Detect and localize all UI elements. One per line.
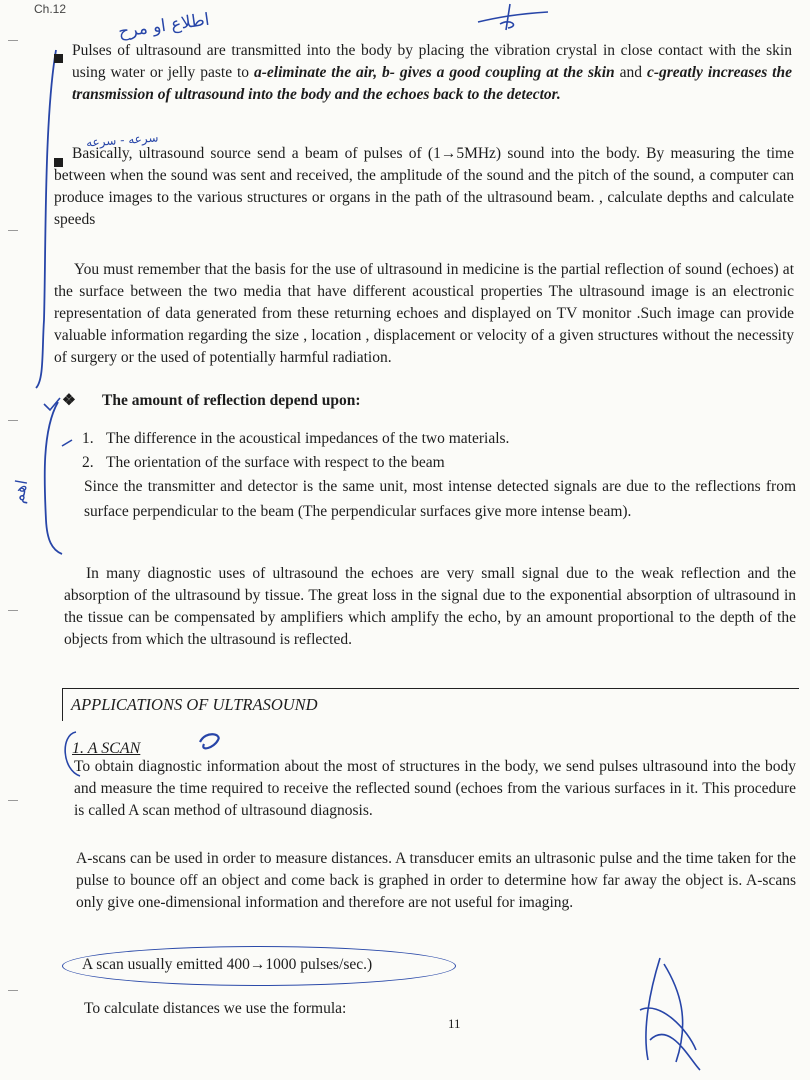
page-number: 11: [448, 1016, 461, 1031]
margin-mark: [8, 990, 18, 991]
section-heading-box: [62, 688, 799, 721]
reflection-item: 1. The difference in the acoustical impedances of the two materials.: [82, 430, 510, 447]
a-scan-paragraph-1: To obtain diagnostic information about the most of structures in the body, we send pulses ultrasound into the body and measure the time required to receive the reflected sound (echoes from the various surfaces in it. This procedure is called A scan method of ultrasound diagnosis.: [74, 758, 796, 819]
reflection-heading: ❖ The amount of reflection depend upon:: [62, 390, 662, 412]
bullet-paragraph-1: Pulses of ultrasound are transmitted into the body by placing the vibration crystal in close contact with the skin using water or jelly paste to a-eliminate the air, b- gives a good coupling at the skin and c-greatly increases the transmission of ultrasound into the body and the echoes back to the detector.: [72, 42, 792, 103]
chapter-label: Ch.12: [34, 2, 67, 16]
handwritten-note-top: اطلاع او مرح: [117, 9, 211, 43]
margin-mark: [8, 610, 18, 611]
reflection-item: 2. The orientation of the surface with respect to the beam: [82, 454, 445, 471]
pulse-rate-note: A scan usually emitted 400→1000 pulses/sec.): [82, 956, 373, 973]
paragraph-diagnostic: In many diagnostic uses of ultrasound the echoes are very small signal due to the weak reflection and the absorption of the ultrasound by tissue. The great loss in the signal due to the exponential absorption of ultrasound in the tissue can be compensated by amplifiers which amplify the echo, by an amount proportional to the depth of the objects from which the ultrasound is reflected.: [64, 565, 796, 648]
paragraph-remember: You must remember that the basis for the use of ultrasound in medicine is the partial reflection of sound (echoes) at the surface between the two media that have different acoustical properties The ultrasound image is an electronic representation of data generated from these returning echoes and displayed on TV monitor .Such image can provide valuable information regarding the size , location , displacement or velocity of a given structures without the necessity of surgery or the used of potentially harmful radiation.: [54, 261, 794, 366]
bullet-paragraph-2: Basically, ultrasound source send a beam of pulses of (1→5MHz) sound into the body. By measuring the time between when the sound was sent and received, the amplitude of the sound and the pitch of the sound, a computer can produce images to the various structures or organs in the path of the ultrasound beam. , calculate depths and calculate speeds: [54, 145, 794, 228]
margin-mark: [8, 40, 18, 41]
handwritten-note-margin: اهم: [8, 478, 32, 505]
handwritten-note-echoes: سرعه - سرعه: [85, 130, 159, 150]
formula-intro: To calculate distances we use the formula:: [84, 1000, 347, 1017]
margin-mark: [8, 230, 18, 231]
margin-mark: [8, 800, 18, 801]
margin-mark: [8, 420, 18, 421]
a-scan-paragraph-2: A-scans can be used in order to measure distances. A transducer emits an ultrasonic pulse and the time taken for the pulse to bounce off an object and come back is graphed in order to determine how far away the object is. A-scans only give one-dimensional information and therefore are not useful for imaging.: [76, 850, 796, 911]
a-scan-heading: 1. A SCAN: [72, 740, 141, 757]
bullet-marker: [54, 54, 63, 63]
reflection-note: Since the transmitter and detector is the same unit, most intense detected signals are due to the reflections from surface perpendicular to the beam (The perpendicular surfaces give more intense beam).: [84, 478, 796, 520]
section-title: APPLICATIONS OF ULTRASOUND: [71, 695, 318, 714]
diamond-bullet-icon: ❖: [62, 392, 76, 409]
